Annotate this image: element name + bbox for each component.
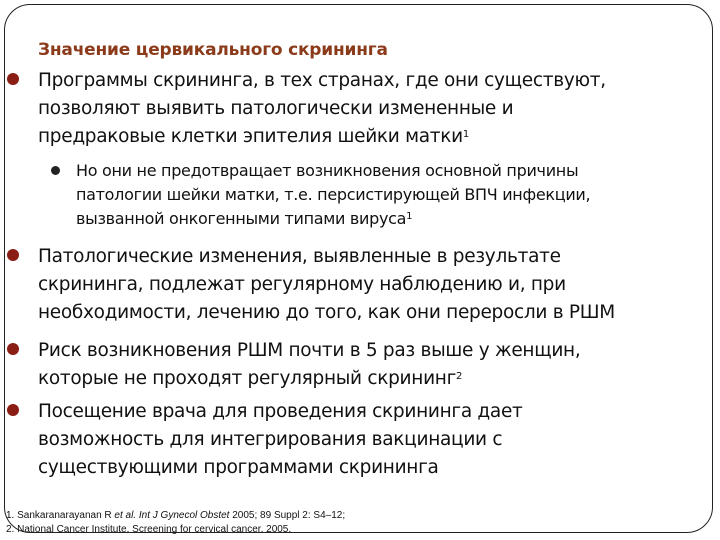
bullet-icon	[7, 343, 19, 355]
bullet-icon	[7, 73, 19, 85]
bullet-item-pathological-changes	[38, 243, 710, 327]
text-line: которые не проходят регулярный скрининг$^2$	[38, 368, 463, 389]
bullet-item-screening-programs	[38, 67, 710, 151]
text-line: Патологические изменения, выявленные в результате	[38, 246, 561, 267]
reference-2: 2. National Cancer Institute. Screening for cervical cancer. 2005.	[6, 524, 292, 535]
sub-bullet-icon	[51, 166, 60, 175]
text-line: Программы скрининга, в тех странах, где они существуют,	[38, 70, 606, 91]
text-line: позволяют выявить патологически измененные и	[38, 98, 514, 119]
text-line: Риск возникновения РШМ почти в 5 раз выше у женщин,	[38, 340, 581, 361]
bullet-item-risk	[38, 337, 710, 393]
text-line: возможность для интегрирования вакцинации с	[38, 429, 503, 450]
text-line: необходимости, лечению до того, как они переросли в РШМ	[38, 302, 615, 323]
footnote-marker: 2	[456, 371, 463, 382]
bullet-icon	[7, 249, 19, 261]
footnote-marker: 1	[462, 129, 469, 140]
bullet-item-vaccination	[38, 398, 710, 482]
text-line: предраковые клетки эпителия шейки матки$^1$	[38, 126, 469, 147]
text-line: существующими программами скрининга	[38, 457, 439, 478]
footnote-marker: 1	[406, 211, 413, 222]
text-line: патологии шейки матки, т.е. персистирующей ВПЧ инфекции,	[76, 185, 591, 204]
text-line: Но они не предотвращает возникновения основной причины	[76, 161, 579, 180]
text-line: Посещение врача для проведения скрининга дает	[38, 401, 523, 422]
slide-title: Значение цервикального скрининга	[38, 40, 388, 60]
sub-bullet-item-hpv	[76, 159, 716, 231]
text-line: скрининга, подлежат регулярному наблюдению и, при	[38, 274, 566, 295]
text-line: вызванной онкогенными типами вируса$^1$	[76, 209, 413, 228]
bullet-icon	[7, 404, 19, 416]
reference-1: 1. Sankaranarayanan R et al. Int J Gynecol Obstet 2005; 89 Suppl 2: S4–12;	[6, 510, 346, 521]
